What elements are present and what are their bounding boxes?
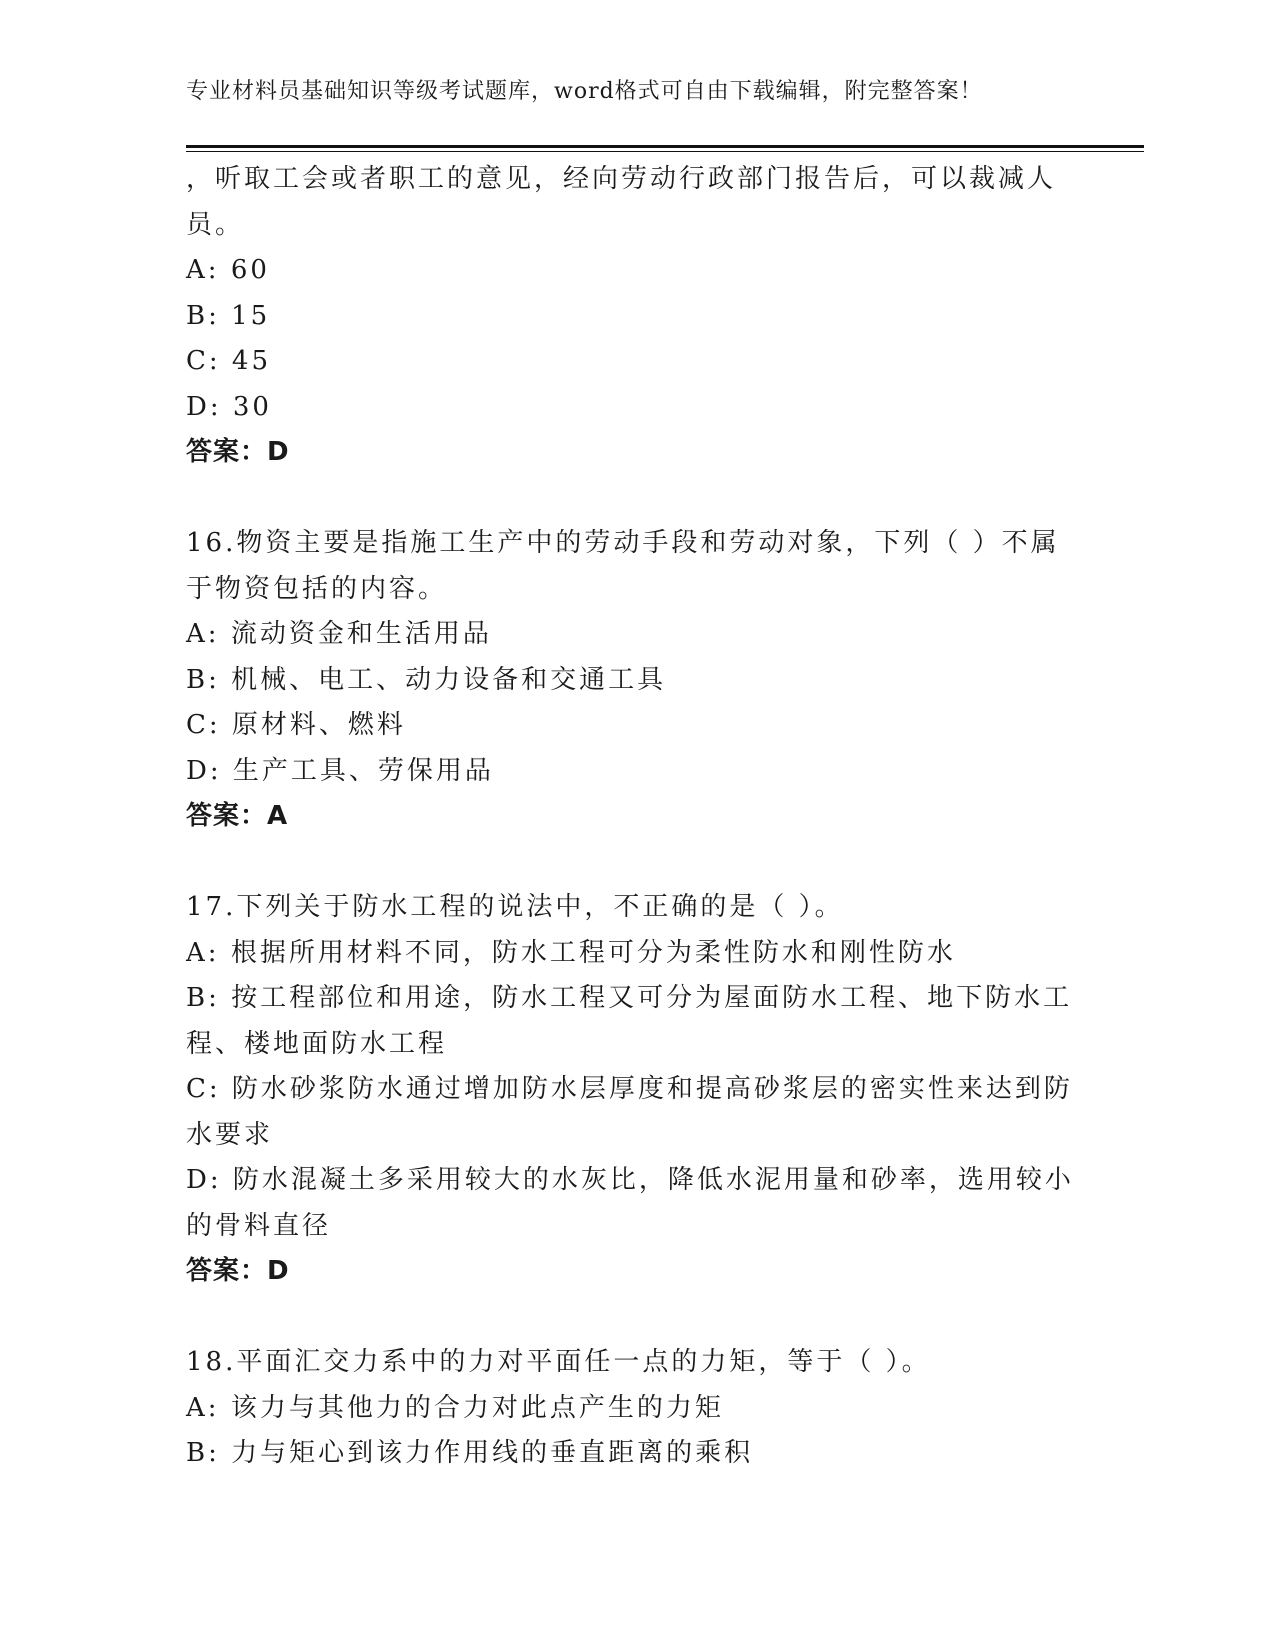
option-c [186,339,1086,385]
spacer [186,476,1086,522]
option-label: A: [186,619,220,649]
answer-line: 答案：D [186,437,290,467]
option-a [186,931,1086,977]
question-15-tail [186,157,1086,476]
question-stem-line: 员。 [186,209,245,240]
answer-line: 答案：D [186,1256,290,1286]
option-label: A: [186,937,220,968]
spacer [186,1295,1086,1341]
option-label: A: [186,1392,220,1423]
option-a [186,1386,1086,1432]
option-b [186,294,1086,340]
option-d [186,385,1086,431]
option-label: B: [186,664,220,695]
option-b [186,1431,1086,1477]
option-text: 流动资金和生活用品 [230,619,492,649]
option-d [186,1158,1086,1204]
option-text: 根据所用材料不同，防水工程可分为柔性防水和刚性防水 [230,937,956,968]
question-stem-line: 17.下列关于防水工程的说法中，不正确的是（ ）。 [186,892,844,922]
option-label: A: [186,255,220,285]
option-text: 机械、电工、动力设备和交通工具 [231,664,667,695]
option-label: D: [186,755,222,786]
option-text: 该力与其他力的合力对此点产生的力矩 [230,1392,724,1423]
question-stem-line: 16.物资主要是指施工生产中的劳动手段和劳动对象，下列（ ）不属 [186,528,1060,558]
option-text: 60 [230,255,270,285]
option-label: D: [186,1165,222,1195]
header-rule-thin [186,151,1144,152]
answer-line: 答案：A [186,801,289,831]
option-label: C: [186,1074,221,1104]
option-text-continued: 水要求 [186,1119,274,1150]
question-content [186,157,1086,1477]
option-c [186,703,1086,749]
question-stem-line: 18.平面汇交力系中的力对平面任一点的力矩，等于（ ）。 [186,1347,931,1377]
spacer [186,840,1086,886]
option-text: 力与矩心到该力作用线的垂直距离的乘积 [231,1438,754,1468]
option-label: B: [186,300,220,331]
option-label: C: [186,346,221,376]
option-d [186,749,1086,795]
option-text-continued: 程、楼地面防水工程 [186,1028,448,1059]
option-text: 15 [231,300,271,331]
option-text: 按工程部位和用途，防水工程又可分为屋面防水工程、地下防水工 [231,983,1073,1013]
option-text: 30 [232,391,272,422]
question-16 [186,521,1086,840]
option-label: D: [186,391,222,422]
option-b [186,658,1086,704]
question-stem-line: 于物资包括的内容。 [186,573,448,604]
question-17 [186,885,1086,1295]
question-stem-line: ，听取工会或者职工的意见，经向劳动行政部门报告后，可以裁减人 [186,164,1057,194]
option-label: B: [186,1438,220,1468]
option-a [186,612,1086,658]
option-c [186,1067,1086,1113]
option-text: 防水砂浆防水通过增加防水层厚度和提高砂浆层的密实性来达到防 [231,1074,1073,1104]
option-label: B: [186,983,220,1013]
question-18 [186,1340,1086,1477]
header-rule-thick [186,145,1144,148]
option-text: 防水混凝土多采用较大的水灰比，降低水泥用量和砂率，选用较小 [232,1165,1074,1195]
option-text-continued: 的骨料直径 [186,1210,332,1241]
option-text: 生产工具、劳保用品 [232,755,494,786]
option-text: 原材料、燃料 [231,710,406,740]
option-text: 45 [231,346,272,376]
option-a [186,248,1086,294]
option-label: C: [186,710,221,740]
option-b [186,976,1086,1022]
page-header: 专业材料员基础知识等级考试题库，word格式可自由下载编辑，附完整答案！ [186,79,983,104]
